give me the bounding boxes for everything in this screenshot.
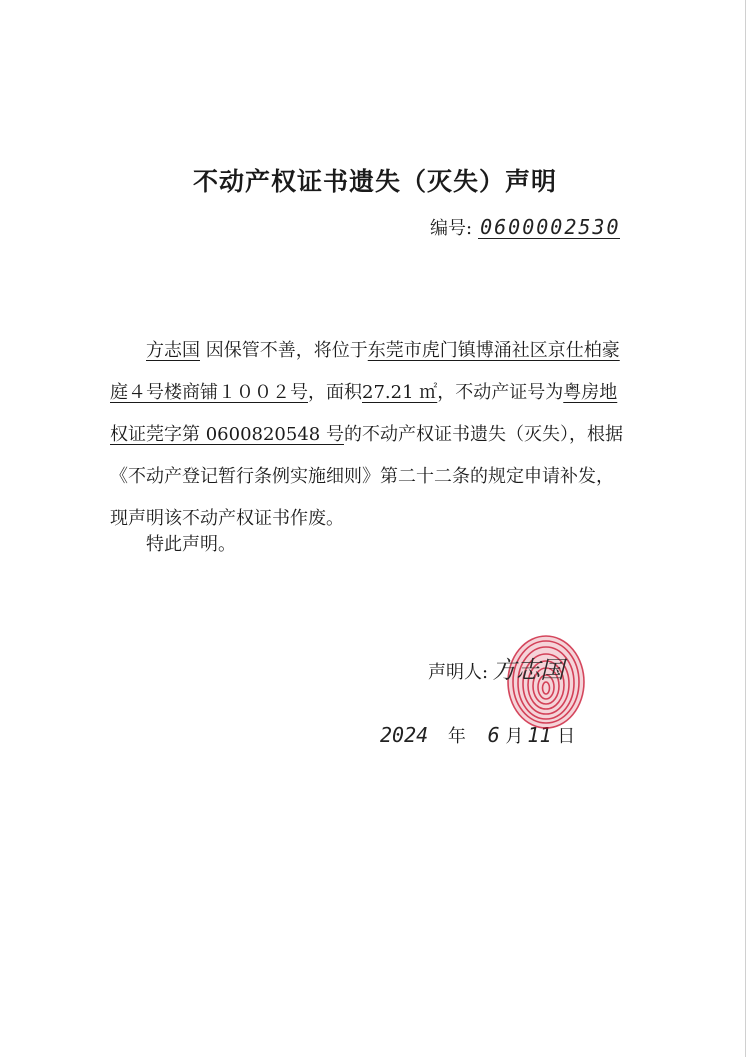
declaration-body [110, 330, 630, 540]
declarant-line [428, 650, 564, 685]
page-edge [745, 0, 746, 1057]
property-area: 27.21 ㎡ [362, 382, 438, 403]
body-text-4: 的不动产权证书遗失（灭失），根据《不动产登记暂行条例实施细则》第二十二条的规定申请补发，现声明该不动产权证书作废。 [110, 424, 623, 529]
body-text-2: ，面积 [308, 382, 362, 403]
declarant-label: 声明人: [428, 662, 489, 683]
date-day: 11 [527, 723, 552, 747]
serial-value: 0600002530 [480, 215, 621, 239]
day-unit: 日 [557, 726, 576, 747]
date-month: 6 [487, 723, 500, 747]
serial-label: 编号: [430, 218, 473, 239]
body-text-1: 因保管不善，将位于 [205, 340, 368, 361]
month-unit: 月 [505, 726, 524, 747]
owner-name: 方志国 [146, 340, 200, 361]
closing-statement: 特此声明。 [146, 534, 236, 555]
date-year: 2024 [380, 723, 429, 747]
serial-number [430, 214, 620, 240]
body-text-3: ，不动产证号为 [437, 382, 564, 403]
handwritten-signature: 方志国 [492, 656, 565, 684]
year-unit: 年 [447, 726, 466, 747]
certificate-number: 粤房地权证莞字第 0600820548 号 [110, 382, 618, 445]
document-title: 不动产权证书遗失（灭失）声明 [192, 167, 557, 196]
property-address: 东莞市虎门镇博涌社区京仕柏豪庭４号楼商铺１００２号 [110, 340, 620, 403]
